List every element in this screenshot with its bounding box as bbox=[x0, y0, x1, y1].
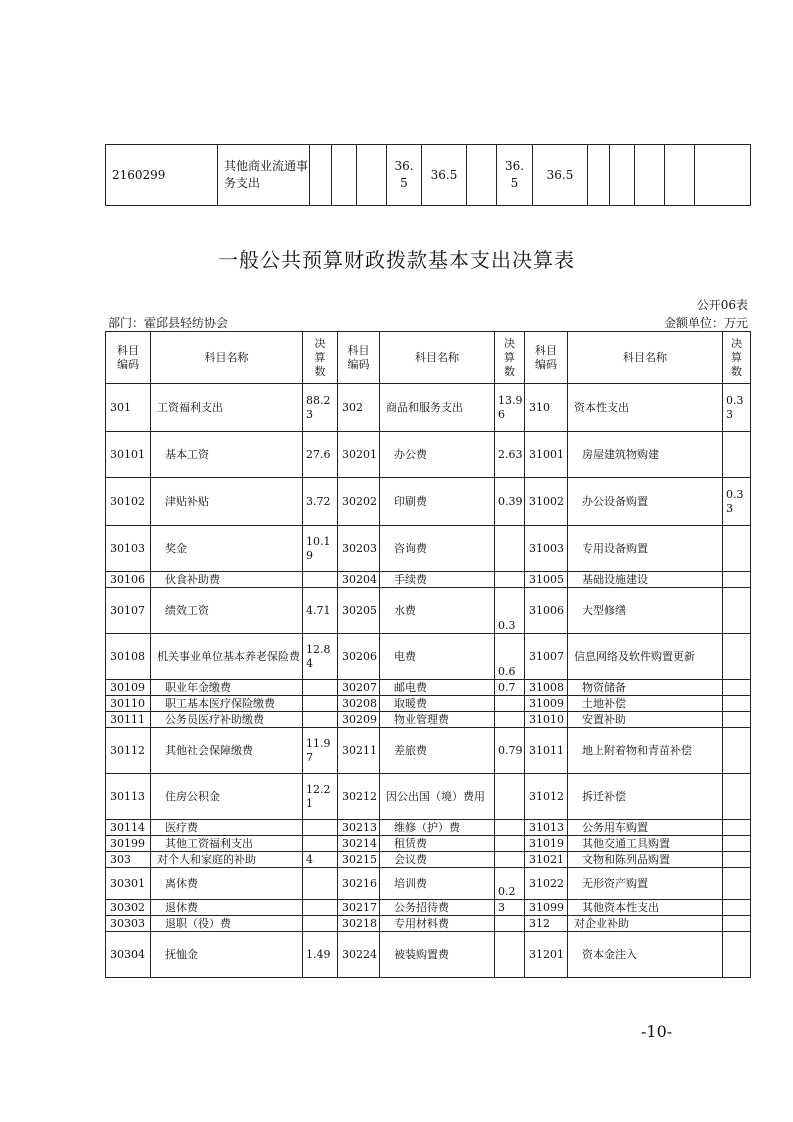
amount-cell bbox=[303, 680, 338, 696]
amount-cell: 4.71 bbox=[303, 588, 338, 634]
subject-name: 抚恤金 bbox=[151, 932, 303, 978]
table-row bbox=[106, 145, 751, 206]
subject-name: 手续费 bbox=[380, 572, 495, 588]
subject-name: 工资福利支出 bbox=[151, 384, 303, 432]
subject-name: 职工基本医疗保险缴费 bbox=[151, 696, 303, 712]
amount-cell bbox=[303, 868, 338, 900]
subject-name: 住房公积金 bbox=[151, 774, 303, 820]
amount-cell bbox=[723, 588, 751, 634]
subject-code: 30208 bbox=[338, 696, 380, 712]
amount-cell bbox=[495, 820, 525, 836]
amount-cell: 36.5 bbox=[497, 145, 533, 206]
subject-name: 资本金注入 bbox=[568, 932, 723, 978]
amount-cell: 13.96 bbox=[495, 384, 525, 432]
subject-name: 专用材料费 bbox=[380, 916, 495, 932]
subject-name: 大型修缮 bbox=[568, 588, 723, 634]
amount-cell bbox=[723, 852, 751, 868]
form-number: 公开06表 bbox=[696, 298, 748, 312]
amount-cell bbox=[303, 820, 338, 836]
subject-name: 会议费 bbox=[380, 852, 495, 868]
subject-code: 301 bbox=[106, 384, 151, 432]
subject-name: 物业管理费 bbox=[380, 712, 495, 728]
subject-name: 资本性支出 bbox=[568, 384, 723, 432]
subject-name: 医疗费 bbox=[151, 820, 303, 836]
subject-name: 公务用车购置 bbox=[568, 820, 723, 836]
amount-cell: 0.3 bbox=[495, 588, 525, 634]
subject-code: 30212 bbox=[338, 774, 380, 820]
subject-code: 31006 bbox=[525, 588, 568, 634]
amount-cell bbox=[723, 836, 751, 852]
subject-code: 30108 bbox=[106, 634, 151, 680]
subject-name: 其他交通工具购置 bbox=[568, 836, 723, 852]
amount-cell bbox=[495, 696, 525, 712]
table-row bbox=[106, 900, 751, 916]
subject-code: 30202 bbox=[338, 478, 380, 526]
subject-code: 31008 bbox=[525, 680, 568, 696]
subject-name: 绩效工资 bbox=[151, 588, 303, 634]
subject-code: 30209 bbox=[338, 712, 380, 728]
amount-cell: 0.2 bbox=[495, 868, 525, 900]
amount-cell bbox=[495, 774, 525, 820]
amount-cell bbox=[495, 932, 525, 978]
amount-cell bbox=[723, 572, 751, 588]
amount-cell: 0.79 bbox=[495, 728, 525, 774]
amount-cell bbox=[303, 900, 338, 916]
amount-cell: 36.5 bbox=[422, 145, 467, 206]
amount-cell: 0.33 bbox=[723, 384, 751, 432]
subject-code: 30211 bbox=[338, 728, 380, 774]
header-name: 科目名称 bbox=[151, 332, 303, 384]
subject-code: 30207 bbox=[338, 680, 380, 696]
table-row bbox=[106, 696, 751, 712]
basic-expenditure-table bbox=[105, 331, 751, 978]
amount-cell bbox=[303, 836, 338, 852]
subject-name: 对个人和家庭的补助 bbox=[151, 852, 303, 868]
subject-code: 31201 bbox=[525, 932, 568, 978]
subject-name: 邮电费 bbox=[380, 680, 495, 696]
subject-code: 30103 bbox=[106, 526, 151, 572]
amount-cell: 0.39 bbox=[495, 478, 525, 526]
subject-code: 30301 bbox=[106, 868, 151, 900]
subject-name: 被装购置费 bbox=[380, 932, 495, 978]
subject-code: 30303 bbox=[106, 916, 151, 932]
empty-cell bbox=[610, 145, 635, 206]
header-row bbox=[106, 332, 751, 384]
subject-code: 2160299 bbox=[106, 145, 218, 206]
amount-cell: 2.63 bbox=[495, 432, 525, 478]
page-number: -10- bbox=[641, 1022, 673, 1041]
amount-cell bbox=[723, 932, 751, 978]
amount-cell: 0.33 bbox=[723, 478, 751, 526]
subject-name: 基础设施建设 bbox=[568, 572, 723, 588]
subject-name: 退休费 bbox=[151, 900, 303, 916]
subject-name: 津贴补贴 bbox=[151, 478, 303, 526]
empty-cell bbox=[357, 145, 387, 206]
amount-cell bbox=[723, 712, 751, 728]
subject-code: 30205 bbox=[338, 588, 380, 634]
subject-name: 因公出国（境）费用 bbox=[380, 774, 495, 820]
subject-code: 31005 bbox=[525, 572, 568, 588]
subject-code: 30112 bbox=[106, 728, 151, 774]
header-name: 科目名称 bbox=[380, 332, 495, 384]
subject-name: 其他社会保障缴费 bbox=[151, 728, 303, 774]
subject-name: 奖金 bbox=[151, 526, 303, 572]
subject-name: 专用设备购置 bbox=[568, 526, 723, 572]
amount-cell: 88.23 bbox=[303, 384, 338, 432]
amount-cell: 4 bbox=[303, 852, 338, 868]
subject-name: 对企业补助 bbox=[568, 916, 723, 932]
subject-name: 办公费 bbox=[380, 432, 495, 478]
amount-cell bbox=[723, 696, 751, 712]
table-row bbox=[106, 820, 751, 836]
header-code: 科目编码 bbox=[106, 332, 151, 384]
subject-name: 取暖费 bbox=[380, 696, 495, 712]
empty-cell bbox=[467, 145, 497, 206]
subject-code: 310 bbox=[525, 384, 568, 432]
amount-cell: 12.84 bbox=[303, 634, 338, 680]
amount-cell: 0.6 bbox=[495, 634, 525, 680]
subject-code: 31012 bbox=[525, 774, 568, 820]
subject-name: 差旅费 bbox=[380, 728, 495, 774]
subject-code: 31019 bbox=[525, 836, 568, 852]
subject-code: 31011 bbox=[525, 728, 568, 774]
empty-cell bbox=[332, 145, 357, 206]
amount-cell bbox=[723, 900, 751, 916]
amount-cell: 3.72 bbox=[303, 478, 338, 526]
subject-code: 30218 bbox=[338, 916, 380, 932]
subject-name: 物资储备 bbox=[568, 680, 723, 696]
amount-cell bbox=[723, 820, 751, 836]
table-row bbox=[106, 774, 751, 820]
amount-cell bbox=[723, 868, 751, 900]
subject-name: 伙食补助费 bbox=[151, 572, 303, 588]
header-code: 科目编码 bbox=[525, 332, 568, 384]
empty-cell bbox=[588, 145, 610, 206]
table-row bbox=[106, 868, 751, 900]
subject-code: 30111 bbox=[106, 712, 151, 728]
subject-code: 30206 bbox=[338, 634, 380, 680]
subject-name: 离休费 bbox=[151, 868, 303, 900]
amount-cell bbox=[723, 680, 751, 696]
subject-name: 拆迁补偿 bbox=[568, 774, 723, 820]
table-row bbox=[106, 588, 751, 634]
subject-code: 30216 bbox=[338, 868, 380, 900]
subject-code: 30199 bbox=[106, 836, 151, 852]
amount-cell: 3 bbox=[495, 900, 525, 916]
subject-code: 31002 bbox=[525, 478, 568, 526]
subject-code: 30213 bbox=[338, 820, 380, 836]
continuation-table bbox=[105, 144, 751, 206]
subject-name: 租赁费 bbox=[380, 836, 495, 852]
subject-code: 30304 bbox=[106, 932, 151, 978]
subject-name: 职业年金缴费 bbox=[151, 680, 303, 696]
subject-code: 31007 bbox=[525, 634, 568, 680]
subject-name: 办公设备购置 bbox=[568, 478, 723, 526]
table-row bbox=[106, 836, 751, 852]
amount-cell: 36.5 bbox=[533, 145, 588, 206]
subject-code: 312 bbox=[525, 916, 568, 932]
subject-code: 30102 bbox=[106, 478, 151, 526]
amount-unit-label: 金额单位：万元 bbox=[663, 316, 748, 330]
table-row bbox=[106, 852, 751, 868]
subject-code: 30217 bbox=[338, 900, 380, 916]
amount-cell bbox=[495, 916, 525, 932]
amount-cell: 27.6 bbox=[303, 432, 338, 478]
subject-code: 31003 bbox=[525, 526, 568, 572]
table-row bbox=[106, 432, 751, 478]
subject-code: 31001 bbox=[525, 432, 568, 478]
subject-code: 30106 bbox=[106, 572, 151, 588]
subject-name: 文物和陈列品购置 bbox=[568, 852, 723, 868]
subject-code: 31013 bbox=[525, 820, 568, 836]
amount-cell bbox=[495, 852, 525, 868]
subject-code: 31021 bbox=[525, 852, 568, 868]
subject-code: 30214 bbox=[338, 836, 380, 852]
subject-code: 30201 bbox=[338, 432, 380, 478]
subject-name: 房屋建筑物购建 bbox=[568, 432, 723, 478]
subject-name: 其他工资福利支出 bbox=[151, 836, 303, 852]
subject-name: 维修（护）费 bbox=[380, 820, 495, 836]
amount-cell bbox=[303, 572, 338, 588]
subject-name: 公务招待费 bbox=[380, 900, 495, 916]
table-row bbox=[106, 478, 751, 526]
subject-code: 31010 bbox=[525, 712, 568, 728]
table-row bbox=[106, 932, 751, 978]
header-code: 科目编码 bbox=[338, 332, 380, 384]
empty-cell bbox=[665, 145, 695, 206]
subject-code: 30109 bbox=[106, 680, 151, 696]
subject-name: 其他资本性支出 bbox=[568, 900, 723, 916]
subject-code: 30215 bbox=[338, 852, 380, 868]
table-row bbox=[106, 572, 751, 588]
subject-code: 30302 bbox=[106, 900, 151, 916]
table-row bbox=[106, 634, 751, 680]
table-row bbox=[106, 712, 751, 728]
subject-name: 水费 bbox=[380, 588, 495, 634]
department-label: 部门：霍邱县轻纺协会 bbox=[108, 316, 229, 330]
amount-cell: 36.5 bbox=[387, 145, 422, 206]
amount-cell bbox=[495, 526, 525, 572]
header-name: 科目名称 bbox=[568, 332, 723, 384]
header-amount: 决算数 bbox=[495, 332, 525, 384]
amount-cell bbox=[723, 526, 751, 572]
amount-cell bbox=[303, 916, 338, 932]
subject-code: 30224 bbox=[338, 932, 380, 978]
page-title: 一般公共预算财政拨款基本支出决算表 bbox=[218, 248, 575, 272]
subject-code: 30107 bbox=[106, 588, 151, 634]
empty-cell bbox=[695, 145, 751, 206]
amount-cell bbox=[723, 432, 751, 478]
amount-cell bbox=[723, 774, 751, 820]
subject-name: 退职（役）费 bbox=[151, 916, 303, 932]
amount-cell bbox=[303, 696, 338, 712]
subject-code: 31009 bbox=[525, 696, 568, 712]
subject-name: 商品和服务支出 bbox=[380, 384, 495, 432]
subject-name: 公务员医疗补助缴费 bbox=[151, 712, 303, 728]
subject-code: 31022 bbox=[525, 868, 568, 900]
table-row bbox=[106, 526, 751, 572]
subject-name: 机关事业单位基本养老保险费 bbox=[151, 634, 303, 680]
subject-code: 31099 bbox=[525, 900, 568, 916]
amount-cell: 11.97 bbox=[303, 728, 338, 774]
table-row bbox=[106, 916, 751, 932]
table-row bbox=[106, 680, 751, 696]
subject-code: 30101 bbox=[106, 432, 151, 478]
subject-code: 30204 bbox=[338, 572, 380, 588]
subject-name: 咨询费 bbox=[380, 526, 495, 572]
subject-name: 土地补偿 bbox=[568, 696, 723, 712]
subject-name: 培训费 bbox=[380, 868, 495, 900]
subject-name: 基本工资 bbox=[151, 432, 303, 478]
subject-code: 30203 bbox=[338, 526, 380, 572]
amount-cell: 1.49 bbox=[303, 932, 338, 978]
subject-name: 地上附着物和青苗补偿 bbox=[568, 728, 723, 774]
subject-name: 其他商业流通事务支出 bbox=[218, 145, 310, 206]
empty-cell bbox=[635, 145, 665, 206]
header-amount: 决算数 bbox=[723, 332, 751, 384]
amount-cell bbox=[723, 916, 751, 932]
amount-cell bbox=[723, 634, 751, 680]
subject-name: 印刷费 bbox=[380, 478, 495, 526]
subject-code: 303 bbox=[106, 852, 151, 868]
amount-cell: 10.19 bbox=[303, 526, 338, 572]
table-row bbox=[106, 384, 751, 432]
empty-cell bbox=[310, 145, 332, 206]
subject-code: 30114 bbox=[106, 820, 151, 836]
amount-cell bbox=[723, 728, 751, 774]
subject-code: 302 bbox=[338, 384, 380, 432]
header-amount: 决算数 bbox=[303, 332, 338, 384]
subject-code: 30110 bbox=[106, 696, 151, 712]
amount-cell bbox=[495, 712, 525, 728]
subject-name: 无形资产购置 bbox=[568, 868, 723, 900]
table-row bbox=[106, 728, 751, 774]
subject-name: 安置补助 bbox=[568, 712, 723, 728]
subject-code: 30113 bbox=[106, 774, 151, 820]
amount-cell bbox=[303, 712, 338, 728]
amount-cell bbox=[495, 836, 525, 852]
subject-name: 电费 bbox=[380, 634, 495, 680]
amount-cell: 0.7 bbox=[495, 680, 525, 696]
amount-cell: 12.21 bbox=[303, 774, 338, 820]
subject-name: 信息网络及软件购置更新 bbox=[568, 634, 723, 680]
amount-cell bbox=[495, 572, 525, 588]
